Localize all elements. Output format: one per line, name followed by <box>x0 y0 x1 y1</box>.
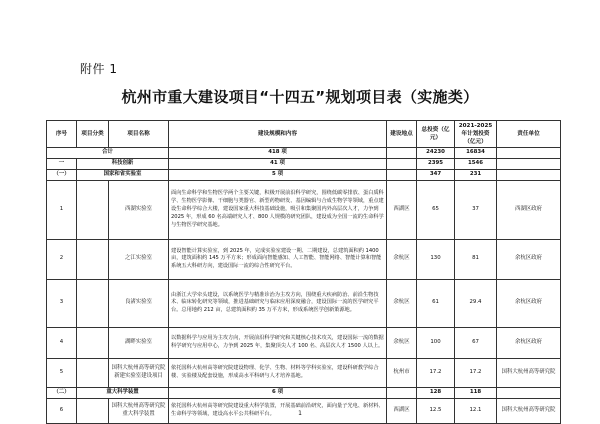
row-total: 65 <box>417 180 455 239</box>
row-no: 2 <box>47 239 77 279</box>
total-label: 合计 <box>47 148 169 159</box>
total-row <box>47 148 561 159</box>
subsection-total: 347 <box>417 169 455 180</box>
section-total: 2395 <box>417 159 455 170</box>
table-row <box>47 279 561 327</box>
total-count: 418 项 <box>169 148 387 159</box>
row-responsible: 余杭区政府 <box>497 327 561 358</box>
row-content: 面向生命科学和生物医学两个主要关键，积极开展前沿科学研究，围绕低碳零排放、蛋白质科学、生物医学影像、干细胞与类器官、新型药物研发、基因编辑与合成生物学等领域，重点建设生命科学综合大楼，建设国家重大科技基础设施，吸引和集聚国内外高层次人才，力争到 2025 年，形成 60 名高端研究人才、800 人规模的研究团队，建设成为全国一流的生命科学与生物医学研究基地。 <box>169 180 387 239</box>
row-name: 西湖实验室 <box>109 180 169 239</box>
row-no: 3 <box>47 279 77 327</box>
row-plan: 67 <box>455 327 497 358</box>
row-no: 4 <box>47 327 77 358</box>
row-location: 杭州市 <box>387 358 417 387</box>
row-responsible: 国科大杭州高等研究院 <box>497 358 561 387</box>
subsection-plan: 118 <box>455 387 497 398</box>
table-row <box>47 358 561 387</box>
table-row <box>47 327 561 358</box>
row-content: 建设智能计算实验室，到 2025 年，完成实验室建设一期、二期建设，总建筑面积约 1400 亩，建筑面积约 145 万平方米；形成面向智能感知、人工智能、智能网络、智能计算和智能系统五大科研方向，建设国际一流的综合性研究平台。 <box>169 239 387 279</box>
header-total-investment: 总投资（亿元） <box>417 121 455 148</box>
subsection-no: （一） <box>47 169 77 180</box>
subsection-count: 6 项 <box>169 387 387 398</box>
row-location: 西湖区 <box>387 180 417 239</box>
row-responsible: 余杭区政府 <box>497 279 561 327</box>
row-name: 之江实验室 <box>109 239 169 279</box>
row-no: 6 <box>47 398 77 423</box>
row-name: 国科大杭州高等研究院新建实验室建设项目 <box>109 358 169 387</box>
header-no: 序号 <box>47 121 77 148</box>
page-number: 1 <box>298 410 302 417</box>
row-total: 61 <box>417 279 455 327</box>
row-location: 余杭区 <box>387 279 417 327</box>
row-total: 130 <box>417 239 455 279</box>
row-responsible: 余杭区政府 <box>497 239 561 279</box>
row-content: 依托国科大杭州高等研究院建设物理、化学、生物、材料等学科实验室，建设科研教学综合楼、实验楼及配套设施，形成高水平科研与人才培养基地。 <box>169 358 387 387</box>
subsection-total: 128 <box>417 387 455 398</box>
row-plan: 17.2 <box>455 358 497 387</box>
row-location: 余杭区 <box>387 239 417 279</box>
table-row <box>47 180 561 239</box>
row-content: 由浙江大学牵头建设，以系统医学与精准诊治为主攻方向，围绕重大疾病防治、前沿生物技术、临床转化研究等领域，推进基础研究与临床应用深度融合，建设国际一流的医学研究平台。总用地约 212 亩，总建筑面积约 35 万平方米，形成系统医学创新策源地。 <box>169 279 387 327</box>
row-total: 100 <box>417 327 455 358</box>
header-content: 建设规模和内容 <box>169 121 387 148</box>
subsection-row <box>47 387 561 398</box>
subsection-label: 国家和省实验室 <box>77 169 169 180</box>
total-investment: 24230 <box>417 148 455 159</box>
row-responsible: 国科大杭州高等研究院 <box>497 398 561 423</box>
document-title: 杭州市重大建设项目“十四五”规划项目表（实施类） <box>121 88 479 106</box>
row-plan: 12.1 <box>455 398 497 423</box>
row-plan: 29.4 <box>455 279 497 327</box>
section-label: 科技创新 <box>77 159 169 170</box>
row-name: 湖畔实验室 <box>109 327 169 358</box>
row-plan: 37 <box>455 180 497 239</box>
section-count: 41 项 <box>169 159 387 170</box>
row-plan: 81 <box>455 239 497 279</box>
row-name: 国科大杭州高等研究院重大科学装置 <box>109 398 169 423</box>
subsection-no: （二） <box>47 387 77 398</box>
row-no: 5 <box>47 358 77 387</box>
header-location: 建设地点 <box>387 121 417 148</box>
project-table <box>46 120 561 424</box>
row-name: 良渚实验室 <box>109 279 169 327</box>
subsection-count: 5 项 <box>169 169 387 180</box>
section-row <box>47 159 561 170</box>
row-content: 依托国科大杭州高等研究院建设重大科学装置，开展基础前沿研究，面向量子光电、新材料、生命科学等领域，建设高水平公共科研平台。 <box>169 398 387 423</box>
header-responsible: 责任单位 <box>497 121 561 148</box>
section-plan: 1546 <box>455 159 497 170</box>
row-location: 西湖区 <box>387 398 417 423</box>
total-plan: 16834 <box>455 148 497 159</box>
header-plan-investment: 2021-2025 年计划投资（亿元） <box>455 121 497 148</box>
row-no: 1 <box>47 180 77 239</box>
header-name: 项目名称 <box>109 121 169 148</box>
row-total: 17.2 <box>417 358 455 387</box>
row-content: 以数据科学与应用为主攻方向，开展前沿科学研究和关键核心技术攻关，建设国际一流的数据科学研究与应用中心，力争到 2025 年，集聚顶尖人才 100 名、高层次人才 1500 人以上。 <box>169 327 387 358</box>
section-no: 一 <box>47 159 77 170</box>
table-row <box>47 239 561 279</box>
row-location: 余杭区 <box>387 327 417 358</box>
subsection-plan: 231 <box>455 169 497 180</box>
row-total: 12.5 <box>417 398 455 423</box>
subsection-row <box>47 169 561 180</box>
row-responsible: 西湖区政府 <box>497 180 561 239</box>
table-header-row <box>47 121 561 148</box>
header-category: 项目分类 <box>77 121 109 148</box>
attachment-label: 附件 1 <box>80 62 118 76</box>
subsection-label: 重大科学装置 <box>77 387 169 398</box>
